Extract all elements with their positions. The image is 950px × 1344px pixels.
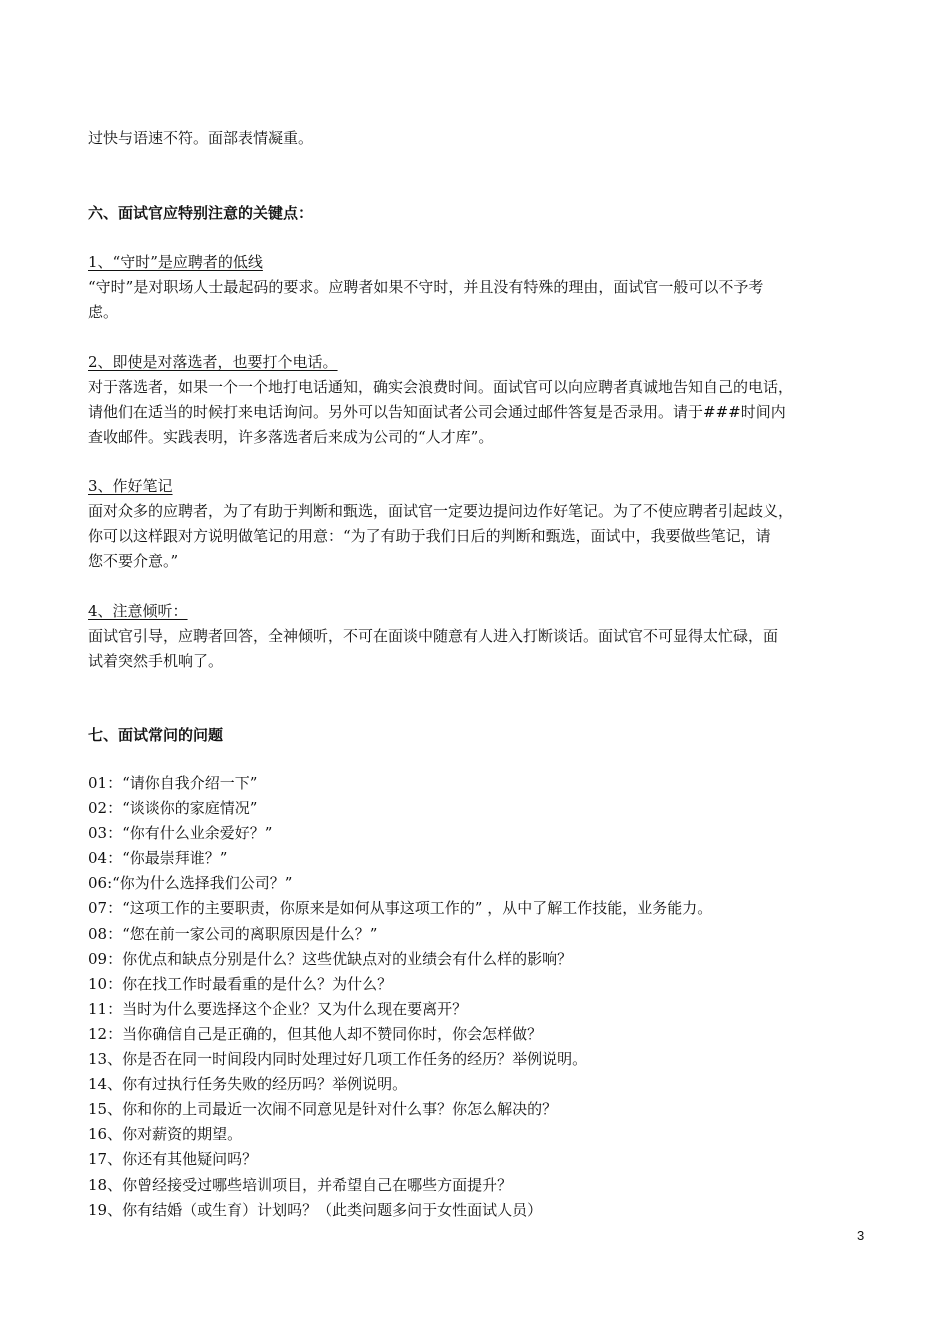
point-1 xyxy=(88,250,868,325)
question-item: 01：“请你自我介绍一下” xyxy=(88,774,258,792)
intro-line: 过快与语速不符。面部表情凝重。 xyxy=(88,129,314,147)
point-1-line-2: 虑。 xyxy=(88,303,119,321)
point-4 xyxy=(88,599,868,674)
question-item: 08：“您在前一家公司的离职原因是什么？” xyxy=(88,924,378,943)
point-3-title: 3、作好笔记 xyxy=(88,477,173,495)
question-item: 09：你优点和缺点分别是什么？这些优缺点对的业绩会有什么样的影响？ xyxy=(88,949,573,968)
point-2-line-3: 查收邮件。实践表明，许多落选者后来成为公司的“人才库”。 xyxy=(88,428,494,446)
question-item: 14、你有过执行任务失败的经历吗？举例说明。 xyxy=(88,1075,408,1094)
question-item: 12：当你确信自己是正确的，但其他人却不赞同你时，你会怎样做？ xyxy=(88,1024,543,1043)
question-item: 18、你曾经接受过哪些培训项目，并希望自己在哪些方面提升？ xyxy=(88,1175,513,1194)
point-4-line-2: 试着突然手机响了。 xyxy=(88,652,224,670)
question-item: 03：“你有什么业余爱好？” xyxy=(88,824,273,843)
point-2-title: 2、即使是对落选者，也要打个电话。 xyxy=(88,353,338,371)
question-item: 02：“谈谈你的家庭情况” xyxy=(88,799,258,818)
question-item: 04：“你最崇拜谁？” xyxy=(88,849,228,868)
question-item: 17、你还有其他疑问吗？ xyxy=(88,1150,258,1169)
question-item: 15、你和你的上司最近一次闹不同意见是针对什么事？你怎么解决的？ xyxy=(88,1100,558,1119)
question-item: 06:“你为什么选择我们公司？” xyxy=(88,874,293,893)
question-item: 13、你是否在同一时间段内同时处理过好几项工作任务的经历？举例说明。 xyxy=(88,1050,588,1069)
point-4-title: 4、注意倾听： xyxy=(88,602,188,620)
section-7-heading: 七、面试常问的问题 xyxy=(88,726,224,744)
point-1-title: 1、“守时”是应聘者的低线 xyxy=(88,253,263,271)
point-3 xyxy=(88,474,868,574)
point-2 xyxy=(88,350,868,450)
question-item: 07：“这项工作的主要职责，你原来是如何从事这项工作的” ，从中了解工作技能，业务能力。 xyxy=(88,899,713,918)
point-4-line-1: 面试官引导，应聘者回答，全神倾听，不可在面谈中随意有人进入打断谈话。面试官不可显得太忙碌，面 xyxy=(88,627,779,645)
point-1-line-1: “守时”是对职场人士最起码的要求。应聘者如果不守时，并且没有特殊的理由，面试官一般可以不予考 xyxy=(88,278,764,296)
point-3-line-2: 你可以这样跟对方说明做笔记的用意：“为了有助于我们日后的判断和甄选，面试中，我要做些笔记，请 xyxy=(88,527,771,545)
point-2-line-1: 对于落选者，如果一个一个地打电话通知，确实会浪费时间。面试官可以向应聘者真诚地告知自己的电话， xyxy=(88,378,794,396)
page-number: 3 xyxy=(857,1228,865,1243)
point-3-line-3: 您不要介意。” xyxy=(88,552,179,570)
point-3-line-1: 面对众多的应聘者，为了有助于判断和甄选，面试官一定要边提问边作好笔记。为了不使应聘者引起歧义， xyxy=(88,502,794,520)
question-item: 10：你在找工作时最看重的是什么？为什么？ xyxy=(88,974,393,993)
questions-list xyxy=(88,771,868,1223)
question-item: 11：当时为什么要选择这个企业？又为什么现在要离开？ xyxy=(88,999,468,1018)
section-6-heading: 六、面试官应特别注意的关键点： xyxy=(88,204,314,222)
question-item: 16、你对薪资的期望。 xyxy=(88,1125,243,1144)
question-item: 19、你有结婚（或生育）计划吗？（此类问题多问于女性面试人员） xyxy=(88,1200,543,1219)
point-2-line-2: 请他们在适当的时候打来电话询问。另外可以告知面试者公司会通过邮件答复是否录用。请于###时间内 xyxy=(88,403,786,421)
